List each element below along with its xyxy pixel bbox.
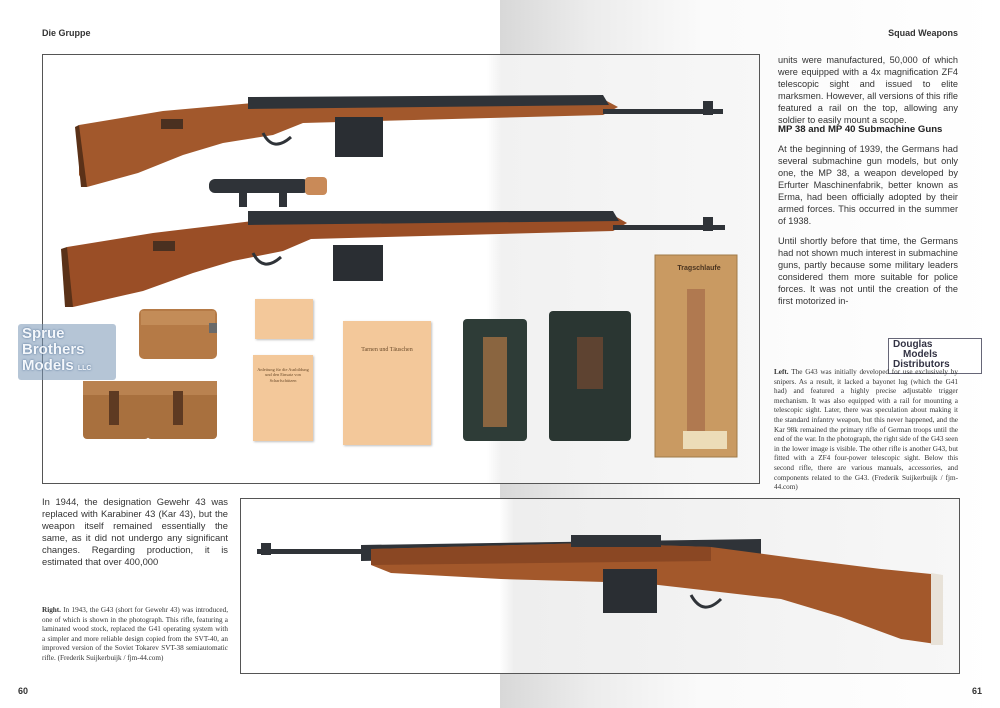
- paragraph-mp38-1: At the beginning of 1939, the Germans had several submachine gun models, but only one, the MP 38, a weapon developed by Erfurter Maschinenfabrik, better known as Erma, had been officially adopted by their armed forces. This occurred in the summer of 1938.: [778, 144, 958, 226]
- watermark-models: Models: [22, 357, 74, 374]
- watermark-distributors: Distributors: [893, 359, 950, 370]
- caption-right-text: In 1943, the G43 (short for Gewehr 43) was introduced, one of which is shown in the photograph. This rifle, featuring a laminated wood stock, replaced the G41 operating system with a simpler and more reliable design copied from the SVT-40, an improved version of the Soviet Tokarev SVT-38 semiautomatic rifle. (Frederik Suijkerbuijk / fjm-44.com): [42, 606, 228, 662]
- page-number-right: 61: [971, 686, 982, 696]
- ammo-pouch-double: [83, 381, 217, 439]
- page-number-left: 60: [18, 686, 29, 696]
- rifle-g43-upper: [75, 95, 723, 187]
- rifle-g43-with-scope: [61, 177, 725, 307]
- left-column-text: In 1944, the designation Gewehr 43 was replaced with Karabiner 43 (Kar 43), but the weapon itself remained essentially the same, as it did not undergo any significant changes. Regarding production, it is estimated that over 400,000: [42, 496, 228, 567]
- sprue-brothers-watermark: [18, 324, 116, 380]
- running-header-right: Squad Weapons: [888, 28, 958, 38]
- manual-sniper-title: Anleitung für die Ausbildung und den Einsatz von Scharfschützen: [257, 367, 309, 383]
- section-heading-mp38: MP 38 and MP 40 Submachine Guns: [778, 124, 943, 135]
- magazine-pouch-green-1: [463, 319, 527, 441]
- right-column-text: [778, 54, 958, 134]
- watermark-llc: LLC: [77, 365, 92, 372]
- rifles-and-accessories-photo: [42, 54, 760, 484]
- paragraph-mp38-2: Until shortly before that time, the Germans had not shown much interest in submachine guns, partly because some military leaders considered them more suitable for police forces. It was not until the creation of the first motorized in-: [778, 236, 958, 306]
- right-column-paragraphs: [778, 143, 958, 315]
- watermark-sprue: Sprue: [22, 325, 65, 342]
- watermark-brothers: Brothers: [22, 341, 85, 358]
- running-header-left: Die Gruppe: [42, 28, 91, 38]
- tragschlaufe-label: Tragschlaufe: [677, 265, 721, 272]
- magazine-pouch-green-2: [549, 311, 631, 441]
- manual-tarnen-title: Tarnen und Täuschen: [361, 347, 413, 353]
- ammo-pouch-single: [139, 309, 217, 359]
- tragschlaufe-box: [655, 255, 737, 457]
- manual-sniper: [253, 355, 313, 441]
- caption-left-label: Left.: [774, 368, 789, 376]
- caption-right-label: Right.: [42, 606, 61, 614]
- caption-left: [774, 368, 958, 493]
- manual-tarnen: [343, 321, 431, 445]
- caption-left-text: The G43 was initially developed for use exclusively by snipers. As a result, it lacked a bayonet lug (which the G41 had) and featured a highly precise adjustable trigger mechanism. It was also equipped with a rail for mounting a telescopic sight. Later, there was speculation about making it the standard infantry weapon, but this never happened, and the Kar 98k remained the primary rifle of German troops until the end of the war. In the photograph, the right side of the G43 seen in the lower image is visible. The other rifle is another G43, but fitted with a ZF4 four-power telescopic sight. Below this second rifle, there are various manuals, accessories, and components related to the G43. (Frederik Suijkerbuijk / fjm-44.com): [774, 368, 958, 492]
- rifle-g43-laminated: [241, 499, 959, 673]
- g43-rifle-photo: [240, 498, 960, 674]
- watermark-models-right: Models: [903, 349, 938, 360]
- caption-right: [42, 606, 228, 664]
- watermark-douglas: Douglas: [893, 339, 933, 350]
- manual-small-top: [255, 299, 313, 339]
- paragraph-intro: units were manufactured, 50,000 of which were equipped with a 4x magnification ZF4 telescopic sight and issued to elite marksmen. However, all versions of this rifle featured a rail on the top, allowing any soldier to easily mount a scope.: [778, 55, 958, 125]
